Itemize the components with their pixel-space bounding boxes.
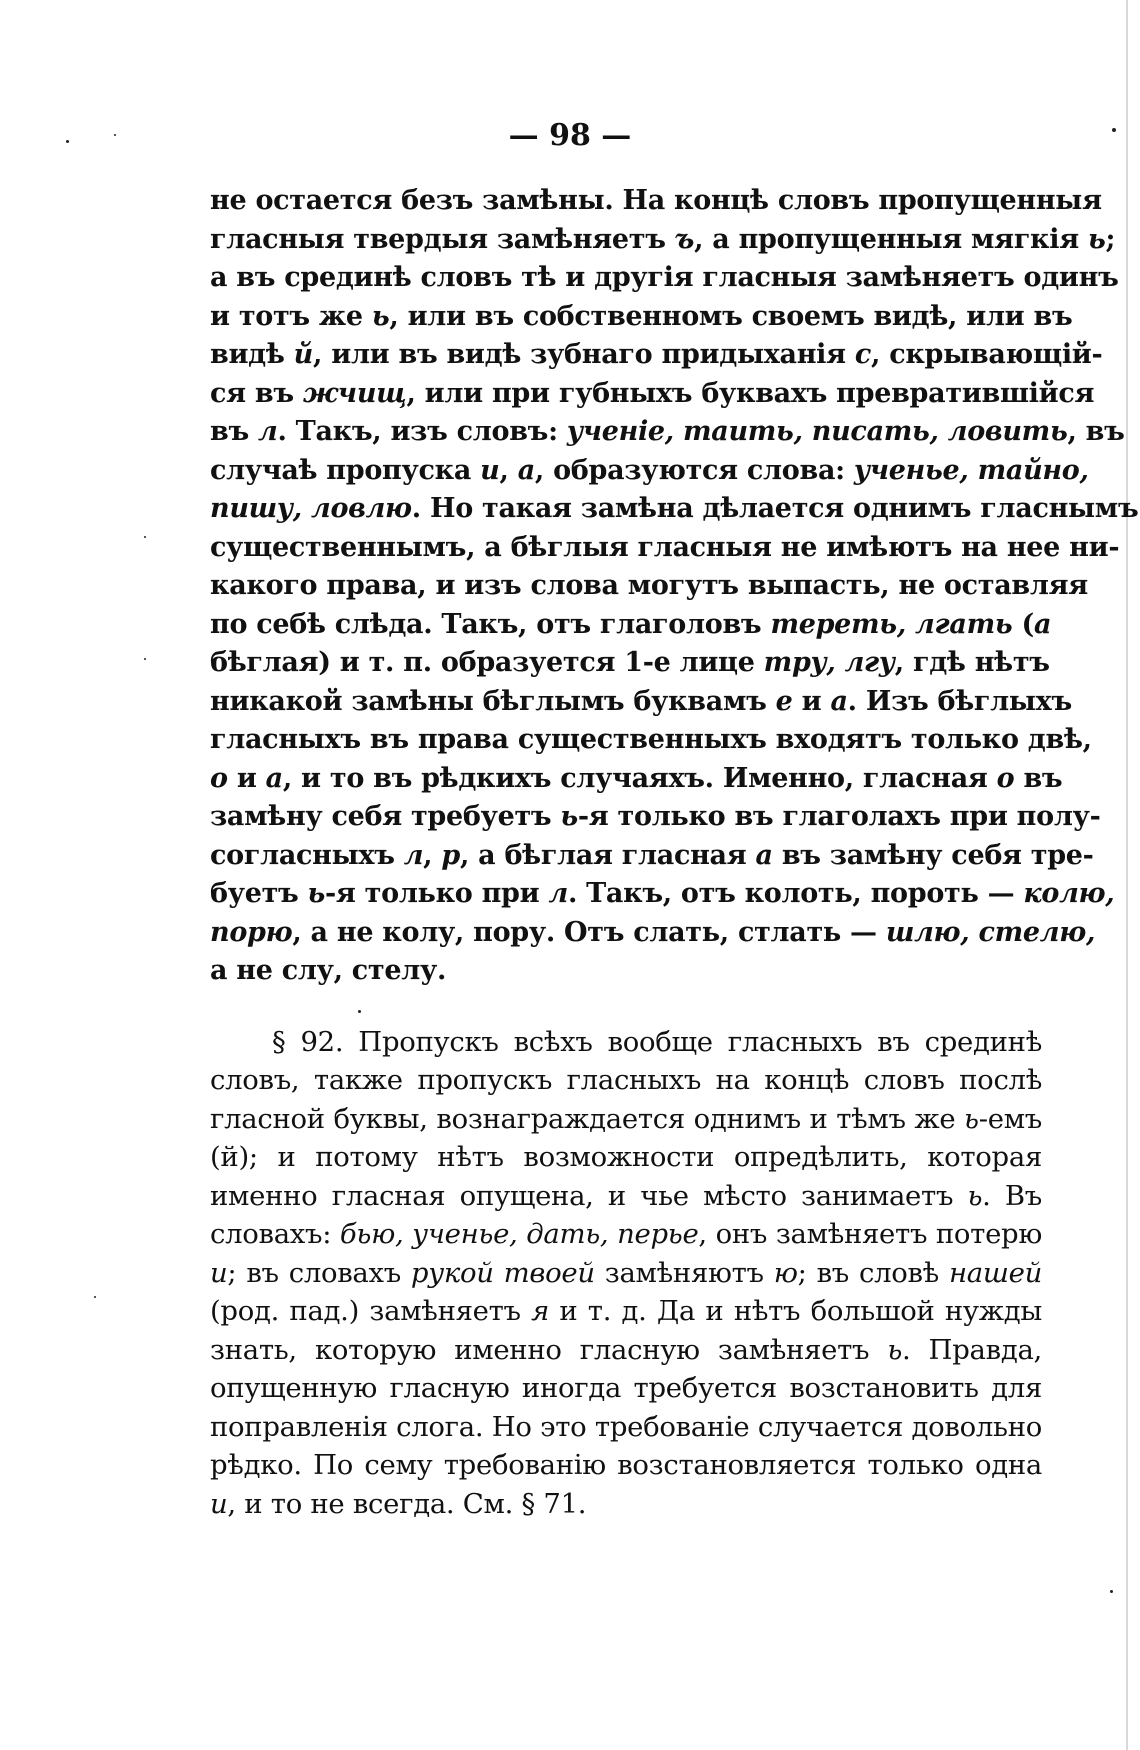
italic-segment: тереть, лгать — [770, 608, 1013, 640]
text-segment: , или въ собственномъ своемъ видѣ, или въ — [389, 300, 1073, 332]
italic-segment: тру, лгу — [763, 647, 895, 678]
text-segment: , и то не всегда. См. § 71. — [227, 1487, 587, 1520]
text-segment: , въ — [1067, 416, 1125, 447]
text-line — [210, 1215, 1042, 1254]
text-line — [210, 760, 1063, 799]
text-segment: существеннымъ, а бѣглыя гласныя не имѣютъ на нее ни- — [210, 531, 1120, 563]
text-segment: . Такъ, изъ словъ: — [277, 416, 567, 447]
text-segment: (й); и потому нѣтъ возможности опредѣлить, которая — [210, 1141, 1042, 1173]
text-line — [210, 1331, 1042, 1370]
italic-segment: нашей — [948, 1256, 1042, 1289]
text-line — [210, 259, 1119, 298]
text-segment: , или въ видѣ зубнаго придыханія — [313, 339, 855, 370]
italic-segment: ъ — [674, 223, 695, 255]
text-segment: въ — [210, 416, 258, 447]
text-line — [210, 1100, 1042, 1139]
text-segment: поправленія слога. Но это требованіе случается довольно — [210, 1410, 1042, 1443]
italic-segment: с — [854, 339, 872, 370]
italic-segment: л — [257, 416, 278, 447]
italic-segment: и — [480, 454, 500, 486]
italic-segment: ученье, тайно, — [853, 454, 1089, 486]
text-segment: именно гласная опущена, и чье мѣсто занимаетъ — [210, 1179, 968, 1212]
italic-segment: рукой твоей — [410, 1256, 595, 1289]
text-segment: буетъ — [210, 878, 308, 909]
italic-segment: ь — [1087, 223, 1106, 255]
italic-segment: й — [293, 339, 314, 370]
italic-segment: о — [210, 762, 228, 794]
text-line — [210, 1369, 1042, 1408]
scan-speck — [1112, 128, 1116, 132]
text-segment: -я только въ глаголахъ при полу- — [577, 801, 1101, 832]
text-line — [210, 182, 1102, 221]
italic-segment: ь — [371, 300, 390, 332]
text-segment: , — [423, 839, 442, 871]
text-segment: согласныхъ — [210, 839, 404, 871]
text-line — [210, 837, 1094, 876]
text-segment: . Правда, — [902, 1333, 1042, 1366]
text-segment: ; — [1105, 223, 1116, 255]
scan-speck — [66, 140, 69, 143]
text-line — [210, 952, 1042, 991]
italic-segment: и — [210, 1256, 228, 1289]
text-segment: и — [792, 685, 831, 717]
italic-segment: л — [403, 839, 424, 871]
text-segment: какого права, и изъ слова могутъ выпасть, не оставляя — [210, 570, 1088, 601]
text-segment: гласныя твердыя замѣняетъ — [210, 223, 675, 255]
text-segment: . Въ — [982, 1179, 1042, 1212]
italic-segment: е — [775, 685, 793, 717]
text-line — [210, 1023, 1042, 1062]
text-segment: ся въ — [210, 377, 303, 409]
italic-segment: жчищ — [302, 377, 407, 409]
text-line — [210, 490, 1139, 529]
text-segment: -емъ — [978, 1102, 1042, 1135]
text-line — [210, 798, 1101, 837]
text-segment: , онъ замѣняетъ потерю — [698, 1218, 1042, 1250]
text-segment: рѣдко. По сему требованію возстановляется только одна — [210, 1449, 1042, 1481]
text-segment: , а не колу, пору. Отъ слать, стлать — — [292, 916, 886, 948]
text-segment: а не слу, стелу. — [210, 955, 447, 986]
text-segment: , гдѣ нѣтъ — [894, 647, 1050, 678]
italic-segment: а — [830, 685, 848, 717]
italic-segment: ь — [967, 1179, 983, 1212]
italic-segment: а — [517, 454, 535, 486]
text-segment: ; въ словѣ — [797, 1256, 949, 1289]
text-line — [210, 1446, 1042, 1485]
text-line — [210, 875, 1115, 914]
scan-speck — [114, 134, 116, 136]
text-segment: опущенную гласную иногда требуется возстановить для — [210, 1372, 1042, 1404]
text-line — [210, 1292, 1042, 1331]
text-segment: не остается безъ замѣны. На концѣ словъ пропущенныя — [210, 185, 1102, 216]
text-segment: гласныхъ въ права существенныхъ входятъ только двѣ, — [210, 724, 1092, 755]
text-segment: . Изъ бѣглыхъ — [847, 685, 1072, 717]
text-segment: словахъ: — [210, 1218, 340, 1250]
text-segment: , и то въ рѣдкихъ случаяхъ. Именно, гласная — [282, 762, 997, 794]
scan-speck — [94, 1296, 96, 1298]
text-segment: и т. д. Да и нѣтъ большой нужды — [549, 1295, 1042, 1327]
italic-segment: колю, — [1023, 878, 1115, 909]
text-segment: ( — [1012, 608, 1034, 640]
italic-segment: о — [996, 762, 1015, 794]
paragraph-1 — [210, 182, 1139, 991]
text-segment: , а бѣглая гласная — [459, 839, 756, 871]
text-line — [210, 914, 1096, 953]
text-line — [210, 1138, 1042, 1177]
text-segment: , а пропущенныя мягкія — [694, 223, 1088, 255]
text-line — [210, 413, 1125, 452]
text-segment: бѣглая) и т. п. образуется 1-е лице — [210, 647, 764, 678]
text-line — [210, 529, 1120, 568]
text-line — [210, 221, 1116, 260]
text-segment: § 92. Пропускъ всѣхъ вообще гласныхъ въ срединѣ — [272, 1025, 1042, 1058]
italic-segment: я — [531, 1295, 550, 1327]
italic-segment: ю — [773, 1256, 798, 1289]
text-segment: замѣняютъ — [594, 1256, 774, 1289]
text-segment: и — [227, 762, 266, 794]
italic-segment: ученіе, таить, писать, ловить — [566, 416, 1068, 447]
text-line — [210, 567, 1088, 606]
text-segment: словъ, также пропускъ гласныхъ на концѣ словъ послѣ — [210, 1064, 1042, 1096]
italic-segment: а — [1033, 608, 1052, 640]
text-line — [210, 644, 1050, 683]
text-line — [210, 1177, 1042, 1216]
page-number: — 98 — — [508, 118, 632, 153]
italic-segment: р — [441, 839, 460, 871]
paragraph-2 — [210, 1023, 1042, 1524]
text-segment: знать, которую именно гласную замѣняетъ — [210, 1333, 888, 1366]
text-segment: гласной буквы, вознаграждается однимъ и тѣмъ же — [210, 1102, 965, 1135]
scan-speck — [358, 1010, 361, 1013]
text-segment: , или при губныхъ буквахъ превратившійся — [406, 377, 1095, 409]
text-segment: и тотъ же — [210, 300, 372, 332]
italic-segment: ь — [964, 1102, 979, 1135]
text-segment: -я только при — [325, 878, 549, 909]
text-line — [210, 1408, 1042, 1447]
text-segment: случаѣ пропуска — [210, 454, 481, 486]
italic-segment: а — [755, 839, 773, 871]
text-segment: . Такъ, отъ колоть, пороть — — [567, 878, 1024, 909]
scan-speck — [1110, 1590, 1113, 1593]
text-segment: , скрывающій- — [871, 339, 1103, 370]
text-line — [210, 683, 1072, 722]
text-segment: замѣну себя требуетъ — [210, 801, 561, 832]
text-line — [210, 1061, 1042, 1100]
page-body — [210, 182, 1139, 1523]
text-line — [210, 1254, 1042, 1293]
text-segment: ; въ словахъ — [227, 1256, 411, 1289]
italic-segment: бью, ученье, дать, перье — [339, 1218, 699, 1250]
text-segment: , образуются слова: — [534, 454, 854, 486]
text-line — [210, 452, 1089, 491]
italic-segment: ь — [560, 801, 578, 832]
text-segment: по себѣ слѣда. Такъ, отъ глаголовъ — [210, 608, 771, 640]
italic-segment: л — [548, 878, 568, 909]
scan-speck — [144, 658, 146, 660]
italic-segment: ь — [887, 1333, 902, 1366]
italic-segment: порю — [210, 916, 293, 948]
text-line — [210, 1485, 1042, 1524]
italic-segment: шлю, стелю, — [885, 916, 1096, 948]
text-segment: . Но такая замѣна дѣлается однимъ гласнымъ — [411, 493, 1139, 524]
italic-segment: а — [265, 762, 283, 794]
text-segment: никакой замѣны бѣглымъ буквамъ — [210, 685, 776, 717]
text-line — [210, 298, 1073, 337]
text-line — [210, 721, 1092, 760]
italic-segment: пишу, ловлю — [210, 493, 412, 524]
text-segment: въ — [1014, 762, 1063, 794]
scan-speck — [144, 536, 146, 538]
italic-segment: ь — [307, 878, 326, 909]
text-segment: (род. пад.) замѣняетъ — [210, 1295, 532, 1327]
text-segment: въ замѣну себя тре- — [772, 839, 1094, 871]
scan-edge — [1126, 0, 1128, 1750]
text-line — [210, 375, 1095, 414]
text-line — [210, 336, 1103, 375]
text-line — [210, 606, 1052, 645]
text-segment: видѣ — [210, 339, 294, 370]
text-segment: а въ срединѣ словъ тѣ и другія гласныя замѣняетъ одинъ — [210, 262, 1119, 293]
text-segment: , — [499, 454, 518, 486]
italic-segment: и — [210, 1487, 228, 1520]
